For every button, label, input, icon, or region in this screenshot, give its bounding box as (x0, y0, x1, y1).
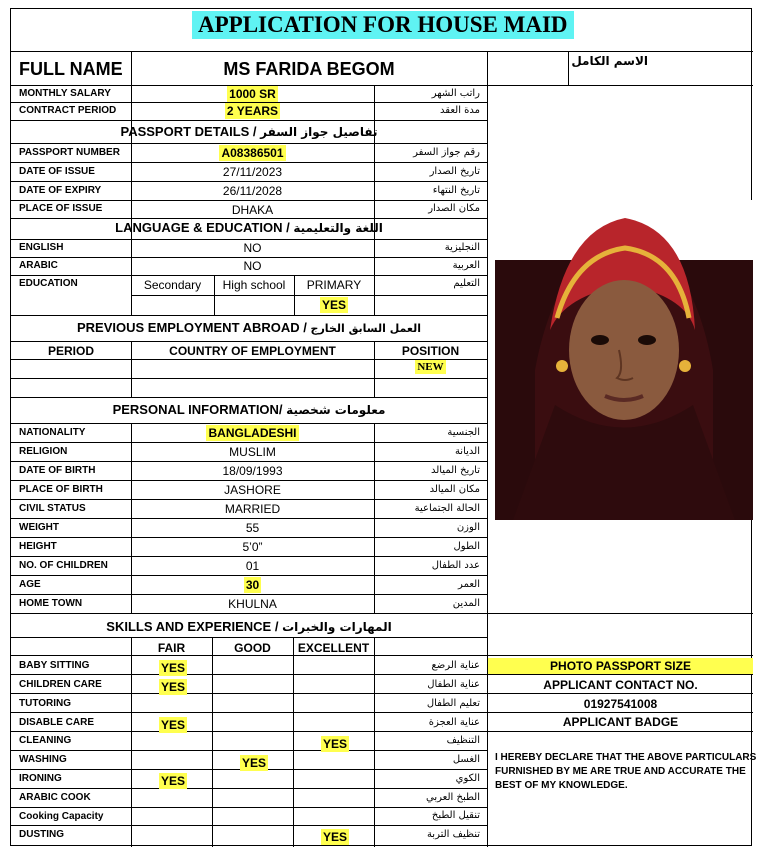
passport-header-text: PASSPORT DETAILS / (120, 124, 257, 139)
english-label: ENGLISH (19, 242, 64, 253)
arabic-label: ARABIC (19, 260, 58, 271)
skill-fair-mark: YES (161, 661, 186, 675)
skill-arabic: عناية العجزة (428, 717, 480, 728)
skill-label: BABY SITTING (19, 660, 90, 671)
personal-value: MARRIED (224, 502, 281, 516)
personal-arabic: الحالة الجتماعية (414, 503, 480, 514)
skill-good-mark: YES (242, 756, 267, 770)
issue-date-value: 27/11/2023 (222, 165, 283, 179)
education-primary-yes: YES (321, 298, 346, 312)
declaration-line-2: FURNISHED BY ME ARE TRUE AND ACCURATE THE (495, 766, 746, 777)
applicant-photo-illustration (495, 200, 753, 520)
personal-arabic: العمر (458, 579, 480, 590)
skill-label: IRONING (19, 773, 62, 784)
personal-label: RELIGION (19, 446, 68, 457)
form-title: APPLICATION FOR HOUSE MAID (192, 11, 574, 39)
english-arabic: النجليزية (444, 242, 480, 253)
monthly-salary-arabic: راتب الشهر (431, 88, 480, 99)
skills-header (11, 620, 487, 633)
contact-number: 01927541008 (583, 697, 658, 711)
skill-fair-mark: YES (161, 718, 186, 732)
personal-value: 01 (245, 559, 260, 573)
personal-label: NATIONALITY (19, 427, 86, 438)
personal-arabic: الديانة (454, 446, 480, 457)
expiry-date-label: DATE OF EXPIRY (19, 185, 102, 196)
personal-value: MUSLIM (229, 445, 276, 459)
passport-number-arabic: رقم جواز السفر (413, 147, 480, 158)
skill-label: Cooking Capacity (19, 811, 104, 822)
skill-arabic: الطبخ العربي (426, 792, 480, 803)
position-value: NEW (417, 361, 444, 373)
issue-date-arabic: تاريخ الصدار (429, 166, 480, 177)
period-column-header: PERIOD (47, 344, 94, 358)
personal-value: JASHORE (224, 483, 281, 497)
skill-arabic: الغسل (452, 754, 480, 765)
expiry-date-arabic: تاريخ النتهاء (432, 185, 480, 196)
language-header-text: LANGUAGE & EDUCATION / (115, 220, 290, 235)
personal-label: HEIGHT (19, 541, 57, 552)
education-option-primary: PRIMARY (306, 278, 362, 292)
skill-label: ARABIC COOK (19, 792, 91, 803)
badge-label: APPLICANT BADGE (562, 715, 679, 729)
employment-header-text: PREVIOUS EMPLOYMENT ABROAD / (76, 320, 307, 335)
contract-period-label: CONTRACT PERIOD (19, 105, 117, 116)
personal-arabic: المدين (452, 598, 480, 609)
declaration-line-1: I HEREBY DECLARE THAT THE ABOVE PARTICULARS (495, 752, 757, 763)
contract-period-arabic: مدة العقد (440, 105, 480, 116)
place-of-issue-value: DHAKA (231, 203, 274, 217)
arabic-arabic: العربية (452, 260, 480, 271)
monthly-salary-label: MONTHLY SALARY (19, 88, 111, 99)
personal-label: HOME TOWN (19, 598, 83, 609)
place-of-issue-label: PLACE OF ISSUE (19, 203, 103, 214)
education-option-secondary: Secondary (143, 278, 202, 292)
personal-value: 30 (245, 578, 260, 592)
arabic-value: NO (243, 259, 262, 273)
good-column-header: GOOD (234, 641, 271, 655)
declaration-line-3: BEST OF MY KNOWLEDGE. (495, 780, 628, 791)
personal-header (11, 403, 487, 416)
personal-header-arabic: معلومات شخصية (286, 403, 386, 417)
personal-arabic: مكان الميالد (429, 484, 480, 495)
skill-excellent-mark: YES (323, 830, 348, 844)
personal-label: WEIGHT (19, 522, 59, 533)
personal-value: 18/09/1993 (222, 464, 283, 478)
skill-arabic: عناية الطفال (427, 679, 480, 690)
personal-arabic: عدد الطفال (431, 560, 480, 571)
personal-label: PLACE OF BIRTH (19, 484, 103, 495)
monthly-salary-value: 1000 SR (229, 87, 276, 101)
skill-label: TUTORING (19, 698, 72, 709)
place-of-issue-arabic: مكان الصدار (428, 203, 480, 214)
passport-number-label: PASSPORT NUMBER (19, 147, 120, 158)
skill-fair-mark: YES (161, 680, 186, 694)
personal-value: 5’0” (242, 540, 263, 554)
skill-arabic: تعليم الطفال (426, 698, 480, 709)
personal-value: BANGLADESHI (208, 426, 297, 440)
english-value: NO (243, 241, 262, 255)
contract-period-value: 2 YEARS (226, 104, 279, 118)
personal-value: 55 (245, 521, 260, 535)
personal-label: AGE (19, 579, 41, 590)
skill-label: DISABLE CARE (19, 717, 95, 728)
skill-label: CLEANING (19, 735, 72, 746)
photo-size-label: PHOTO PASSPORT SIZE (488, 658, 753, 674)
position-column-header: POSITION (401, 344, 460, 358)
personal-label: DATE OF BIRTH (19, 465, 96, 476)
personal-arabic: الوزن (456, 522, 480, 533)
skill-excellent-mark: YES (323, 737, 348, 751)
passport-number-value: A08386501 (221, 146, 284, 160)
skill-arabic: عناية الرضع (431, 660, 480, 671)
personal-header-text: PERSONAL INFORMATION/ (112, 402, 283, 417)
fair-column-header: FAIR (157, 641, 186, 655)
full-name-arabic: الاسم الكامل (571, 54, 648, 68)
full-name-label: FULL NAME (19, 59, 123, 79)
skill-arabic: تنظيف التربة (426, 829, 480, 840)
applicant-photo (495, 200, 753, 520)
personal-value: KHULNA (228, 597, 277, 611)
personal-label: CIVIL STATUS (19, 503, 86, 514)
education-arabic: التعليم (453, 278, 480, 289)
language-header-arabic: اللغة والتعليمية (293, 221, 383, 235)
personal-arabic: الجنسية (447, 427, 480, 438)
skill-label: DUSTING (19, 829, 64, 840)
skill-arabic: التنظيف (446, 735, 480, 746)
excellent-column-header: EXCELLENT (297, 641, 370, 655)
expiry-date-value: 26/11/2028 (222, 184, 283, 198)
country-column-header: COUNTRY OF EMPLOYMENT (169, 344, 336, 358)
skills-header-text: SKILLS AND EXPERIENCE / (106, 619, 279, 634)
passport-header (11, 125, 487, 138)
personal-arabic: تاريخ الميالد (430, 465, 480, 476)
skill-label: WASHING (19, 754, 67, 765)
skills-header-arabic: المهارات والخبرات (282, 620, 392, 634)
skill-label: CHILDREN CARE (19, 679, 102, 690)
application-form (10, 8, 757, 846)
contact-label: APPLICANT CONTACT NO. (543, 678, 698, 692)
employment-header (11, 321, 487, 334)
employment-header-arabic: العمل السابق الخارج (310, 322, 421, 335)
passport-header-arabic: تفاصيل جواز السفر (260, 125, 378, 139)
issue-date-label: DATE OF ISSUE (19, 166, 95, 177)
skill-arabic: الكوي (455, 773, 480, 784)
education-label: EDUCATION (19, 278, 78, 289)
language-header (11, 221, 487, 234)
skill-arabic: تنقيل الطبخ (431, 810, 480, 821)
full-name-value: MS FARIDA BEGOM (223, 59, 395, 79)
skill-fair-mark: YES (161, 774, 186, 788)
education-option-high-school: High school (222, 278, 286, 292)
personal-arabic: الطول (453, 541, 480, 552)
personal-label: NO. OF CHILDREN (19, 560, 108, 571)
